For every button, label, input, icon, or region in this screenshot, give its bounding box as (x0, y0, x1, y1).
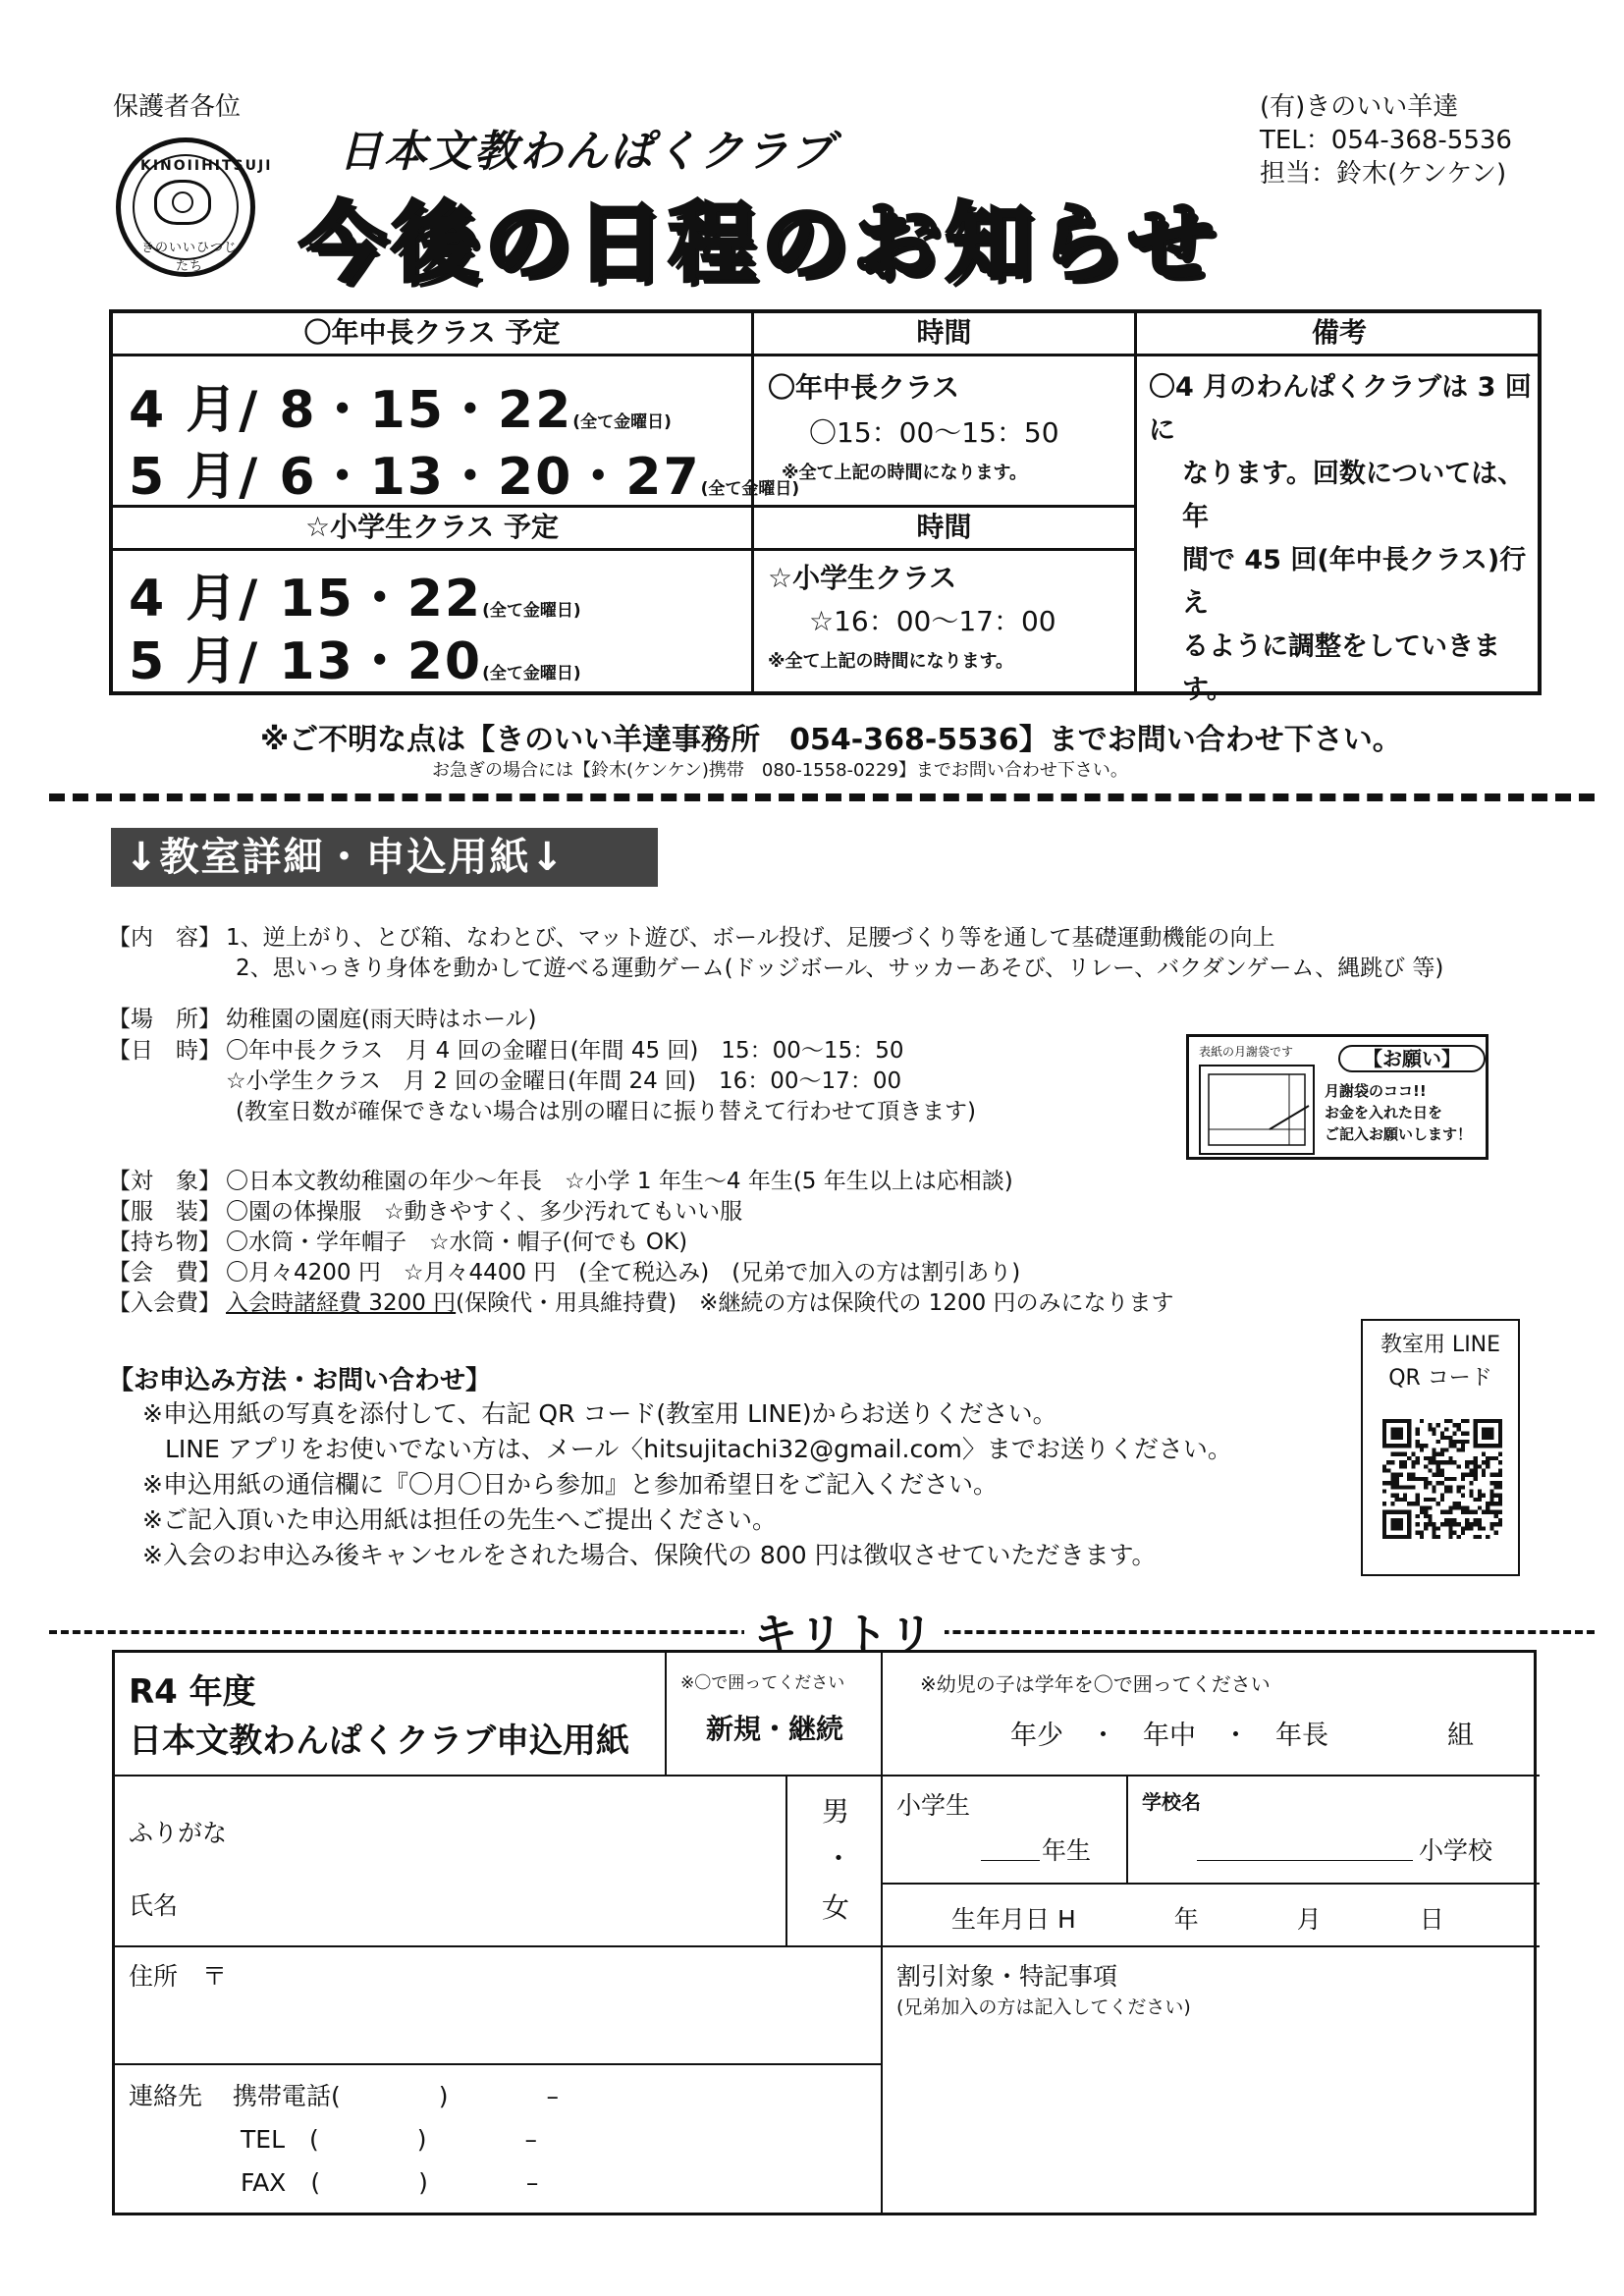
shogaku-time-cell (754, 551, 1137, 691)
header-time-2: 時間 (754, 508, 1137, 551)
name-label: 氏名 (129, 1891, 179, 1920)
items-label: 【持ち物】 (108, 1230, 221, 1255)
entry-fee-underlined: 入会時諸経費 3200 円 (226, 1290, 457, 1316)
form-title-cell (115, 1653, 667, 1777)
datetime-line-3: (教室日数が確保できない場合は別の曜日に振り替えて行わせて頂きます) (236, 1099, 976, 1124)
content-line-1: 1、逆上がり、とび箱、なわとび、マット遊び、ボール投げ、足腰づくり等を通して基礎運動機能の向上 (226, 925, 1275, 951)
urgent-contact-line: お急ぎの場合には【鈴木(ケンケン)携帯 080-1558-0229】までお問い合わせ下さい。 (432, 760, 1128, 781)
gender-cell[interactable] (787, 1777, 883, 1947)
club-name: 日本文教わんぱくクラブ (339, 127, 836, 177)
application-form (112, 1650, 1537, 2215)
contact-line: ※ご不明な点は【きのいい羊達事務所 054-368-5536】までお問い合わせ下さい。 (260, 723, 1402, 757)
birthday-cell[interactable] (883, 1885, 1540, 1947)
discount-label: 割引対象・特記事項 (896, 1962, 1118, 1991)
items-value: 〇水筒・学年帽子 ☆水筒・帽子(何でも OK) (226, 1230, 688, 1255)
apply-line: ※入会のお申込み後キャンセルをされた場合、保険代の 800 円は徴収させていただきます。 (142, 1541, 1157, 1569)
entry-fee-rest: (保険代・用具維持費) ※継続の方は保険代の 1200 円のみになります (456, 1290, 1174, 1316)
note-line: なります。回数については、年 (1182, 459, 1525, 532)
grade-blank[interactable] (981, 1831, 1040, 1861)
logo-text-bottom: きのいいひつじたち (140, 241, 238, 274)
company-tel: TEL：054-368-5536 (1260, 126, 1512, 155)
clothes-value: 〇園の体操服 ☆動きやすく、多少汚れてもいい服 (226, 1199, 743, 1225)
elementary-label: 小学生 (896, 1791, 971, 1820)
company-name: (有)きのいい羊達 (1260, 92, 1459, 122)
apply-line: ※ご記入頂いた申込用紙は担任の先生へご提出ください。 (142, 1505, 777, 1534)
nenchu-date-may: 5 月/ 6・13・20・27 (129, 448, 701, 507)
form-title: 日本文教わんぱくクラブ申込用紙 (129, 1722, 629, 1761)
header-shogaku: ☆小学生クラス 予定 (113, 508, 754, 551)
elementary-cell[interactable] (883, 1777, 1128, 1885)
female-option[interactable]: 女 (822, 1891, 850, 1924)
header-nenchu: 〇年中長クラス 予定 (113, 313, 754, 356)
grade-suffix: 年生 (1042, 1836, 1092, 1865)
school-name-label: 学校名 (1142, 1790, 1201, 1814)
school-cell[interactable] (1128, 1777, 1540, 1885)
entry-label: 【入会費】 (108, 1290, 221, 1316)
circle-note-1: ※〇で囲ってください (680, 1673, 845, 1693)
qr-title-1: 教室用 LINE (1380, 1333, 1501, 1357)
company-info (1260, 90, 1512, 191)
fee-label: 【会 費】 (108, 1260, 221, 1285)
address-label: 住所 〒 (129, 1962, 228, 1991)
birthday-label: 生年月日 H 年 月 日 (951, 1905, 1444, 1934)
qr-code-icon[interactable] (1382, 1419, 1502, 1539)
notes-cell (1137, 356, 1542, 705)
shogaku-dates: 4 月/ 15・22(全て金曜日) 5 月/ 13・20(全て金曜日) (113, 551, 754, 691)
logo (116, 137, 273, 277)
datetime-label: 【日 時】 (108, 1038, 221, 1064)
header-notes: 備考 (1137, 313, 1542, 356)
apply-heading: 【お申込み方法・お問い合わせ】 (108, 1366, 492, 1395)
schedule-table (109, 309, 1542, 705)
shogaku-time: ☆16：00～17：00 (809, 605, 1056, 637)
tel-field[interactable]: TEL ( ) – (241, 2125, 538, 2154)
shogaku-date-may: 5 月/ 13・20 (129, 632, 483, 691)
request-line: お金を入れた日を (1325, 1104, 1443, 1121)
discount-cell[interactable] (883, 1947, 1540, 2213)
address-cell[interactable] (115, 1947, 883, 2065)
form-year: R4 年度 (129, 1672, 256, 1712)
dot: ・ (825, 1842, 853, 1875)
note-line: 間で 45 回(年中長クラス)行え (1182, 545, 1527, 619)
clothes-label: 【服 装】 (108, 1199, 221, 1225)
grade-cell (883, 1653, 1540, 1777)
nenchu-time-note: ※全て上記の時間になります。 (782, 463, 1028, 483)
nenchu-time-cell (754, 356, 1137, 508)
divider (49, 793, 1595, 801)
place-value: 幼稚園の園庭(雨天時はホール) (226, 1007, 537, 1032)
request-box (1186, 1034, 1489, 1160)
request-line: ご記入お願いします！ (1325, 1125, 1473, 1143)
school-suffix: 小学校 (1419, 1836, 1493, 1865)
shogaku-date-april: 4 月/ 15・22 (129, 570, 483, 629)
content-line-2: 2、思いっきり身体を動かして遊べる運動ゲーム(ドッジボール、サッカーあそび、リレー、バクダンゲーム、縄跳び 等) (236, 956, 1444, 981)
cut-label: キリトリ (744, 1599, 945, 1662)
grade-choice[interactable]: 年少 ・ 年中 ・ 年長 (1010, 1721, 1328, 1751)
datetime-line-2: ☆小学生クラス 月 2 回の金曜日(年間 24 回) 16：00～17：00 (226, 1068, 902, 1094)
logo-text-top: KINOIIHITSUJI (140, 158, 273, 174)
note-line: るように調整をしていきます。 (1182, 631, 1500, 705)
envelope-icon (1199, 1065, 1315, 1155)
nenchu-date-april: 4 月/ 8・15・22 (129, 381, 573, 440)
contact-label: 連絡先 (129, 2082, 203, 2110)
qr-box (1361, 1319, 1520, 1576)
new-continue-cell (667, 1653, 883, 1777)
shogaku-time-label: ☆小学生クラス (768, 562, 957, 594)
name-cell[interactable] (115, 1777, 787, 1947)
fax-field[interactable]: FAX ( ) – (241, 2168, 539, 2197)
note-line: 〇4 月のわんぱくクラブは 3 回に (1149, 372, 1532, 446)
request-title: 【お願い】 (1338, 1045, 1486, 1072)
furigana-label: ふりがな (129, 1819, 228, 1847)
place-label: 【場 所】 (108, 1007, 221, 1032)
request-line: 月謝袋のココ!! (1325, 1082, 1427, 1100)
nenchu-time-label: 〇年中長クラス (768, 371, 960, 404)
discount-note: (兄弟加入の方は記入してください) (896, 1996, 1191, 2018)
school-blank[interactable] (1197, 1831, 1413, 1861)
section-banner: ↓教室詳細・申込用紙↓ (111, 828, 658, 887)
apply-line: LINE アプリをお使いでない方は、メール〈hitsujitachi32@gmail.com〉までお送りください。 (165, 1435, 1232, 1463)
shogaku-time-note: ※全て上記の時間になります。 (768, 651, 1014, 672)
qr-title-2: QR コード (1388, 1366, 1492, 1391)
apply-line: ※申込用紙の通信欄に『〇月〇日から参加』と参加希望日をご記入ください。 (142, 1470, 998, 1499)
envelope-label: 表紙の月謝袋です (1199, 1045, 1294, 1059)
fee-value: 〇月々4200 円 ☆月々4400 円 (全て税込み) (兄弟で加入の方は割引あり) (226, 1260, 1021, 1285)
contact-cell[interactable] (115, 2065, 883, 2213)
new-continue-choice[interactable]: 新規・継続 (706, 1713, 844, 1745)
apply-line: ※申込用紙の写真を添付して、右記 QR コード(教室用 LINE)からお送りください。 (142, 1399, 1057, 1428)
target-value: 〇日本文教幼稚園の年少～年長 ☆小学 1 年生～4 年生(5 年生以上は応相談) (226, 1169, 1013, 1194)
circle-note-2: ※幼児の子は学年を〇で囲ってください (920, 1672, 1271, 1696)
company-staff: 担当：鈴木(ケンケン) (1260, 159, 1507, 189)
male-option[interactable]: 男 (822, 1795, 850, 1828)
nenchu-time: 〇15：00～15：50 (809, 416, 1059, 449)
page-title: 今後の日程のお知らせ (299, 192, 1220, 294)
kumi-label: 組 (1447, 1721, 1474, 1751)
addressee: 保護者各位 (113, 92, 242, 122)
mobile-field[interactable]: 携帯電話( ) – (233, 2082, 560, 2110)
datetime-line-1: 〇年中長クラス 月 4 回の金曜日(年間 45 回) 15：00～15：50 (226, 1038, 904, 1064)
target-label: 【対 象】 (108, 1169, 221, 1194)
content-label: 【内 容】 (108, 925, 221, 951)
header-time-1: 時間 (754, 313, 1137, 356)
nenchu-dates: 4 月/ 8・15・22(全て金曜日) 5 月/ 6・13・20・27(全て金曜日) (113, 356, 754, 508)
